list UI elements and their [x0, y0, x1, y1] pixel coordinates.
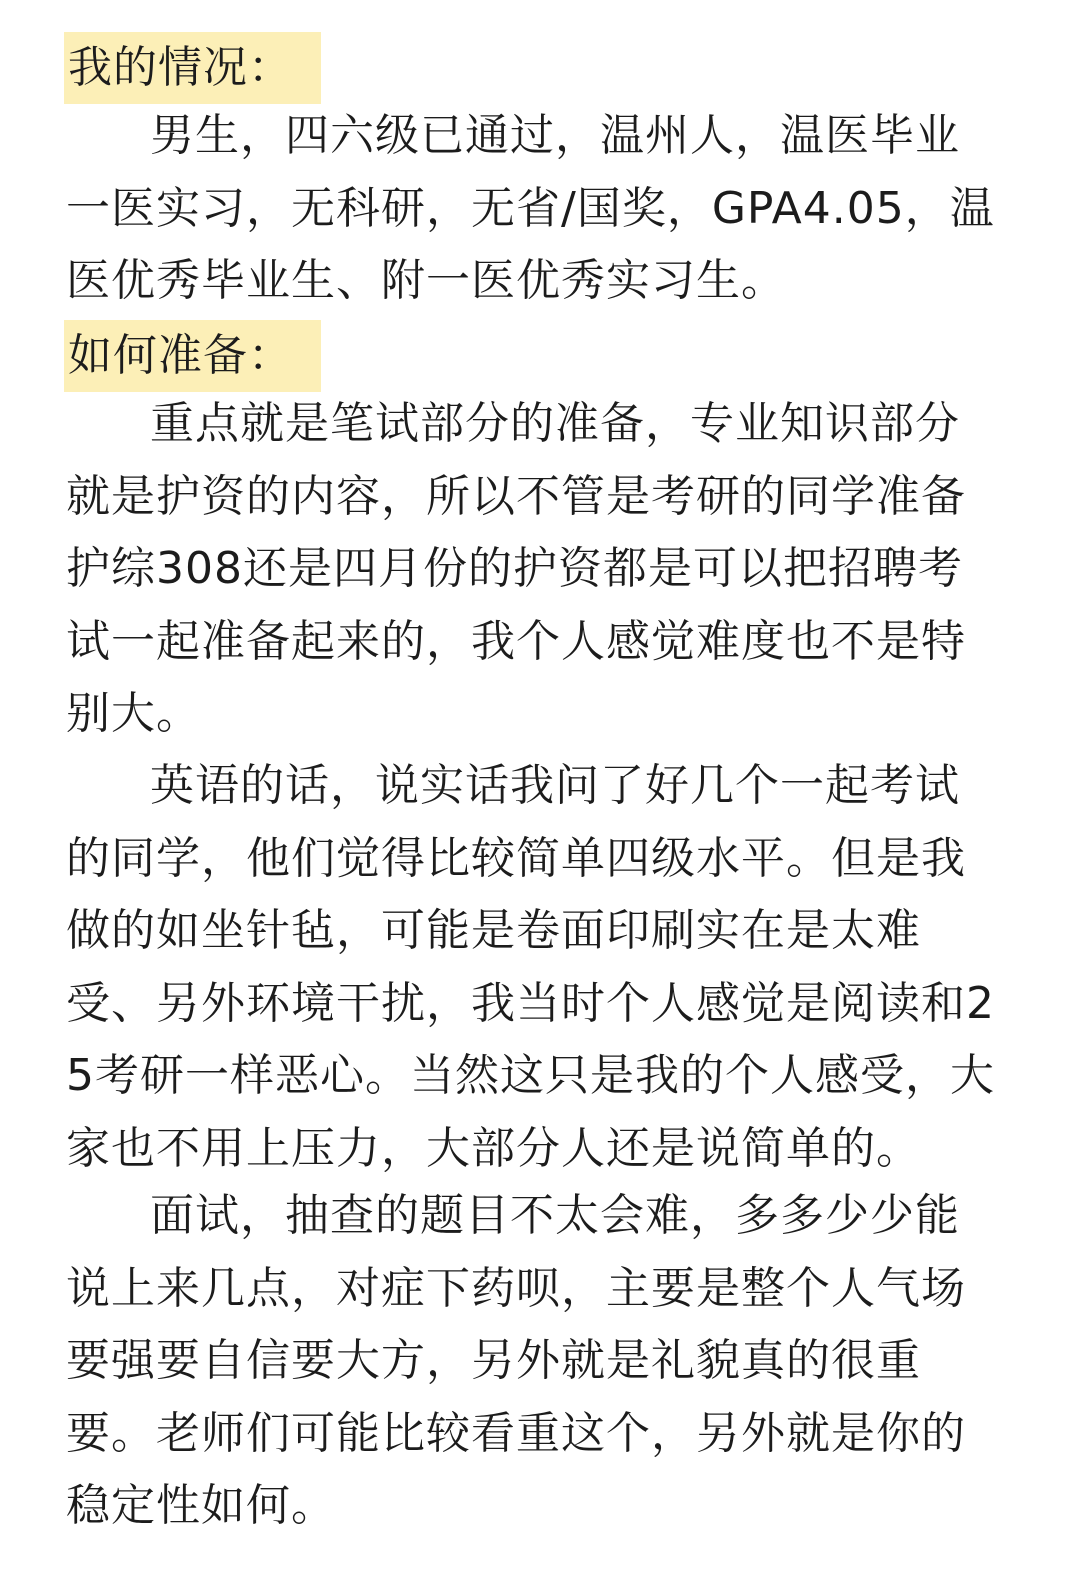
section-heading-preparation: 如何准备： — [64, 320, 321, 392]
preparation-paragraph-written-exam: 重点就是笔试部分的准备，专业知识部分就是护资的内容，所以不管是考研的同学准备护综308还是四月份的护资都是可以把招聘考试一起准备起来的，我个人感觉难度也不是特别大。 — [66, 398, 966, 740]
section-heading-situation: 我的情况： — [64, 32, 321, 104]
situation-paragraph: 男生，四六级已通过，温州人，温医毕业一医实习，无科研，无省/国奖，GPA4.05，温医优秀毕业生、附一医优秀实习生。 — [66, 110, 995, 307]
preparation-paragraph-interview: 面试，抽查的题目不太会难，多多少少能说上来几点，对症下药呗，主要是整个人气场要强要自信要大方，另外就是礼貌真的很重要。老师们可能比较看重这个，另外就是你的稳定性如何。 — [66, 1190, 966, 1532]
preparation-paragraph-english: 英语的话，说实话我问了好几个一起考试的同学，他们觉得比较简单四级水平。但是我做的如坐针毡，可能是卷面印刷实在是太难受、另外环境干扰，我当时个人感觉是阅读和25考研一样恶心。当然这只是我的个人感受，大家也不用上压力，大部分人还是说简单的。 — [66, 760, 995, 1174]
